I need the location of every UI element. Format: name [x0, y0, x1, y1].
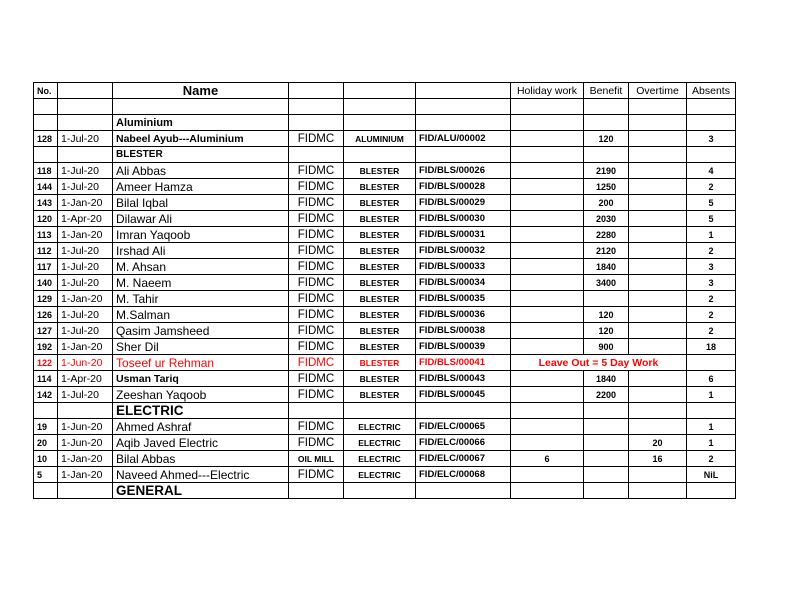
- cell-absents: [687, 147, 736, 163]
- cell-company: FIDMC: [289, 163, 344, 179]
- cell-holiday: [511, 371, 584, 387]
- cell-name: Imran Yaqoob: [113, 227, 289, 243]
- cell-absents: [687, 99, 736, 115]
- table-row: [34, 131, 736, 147]
- cell-holiday: [511, 131, 584, 147]
- cell-overtime: [629, 211, 687, 227]
- cell-absents: 5: [687, 195, 736, 211]
- cell-absents: 1: [687, 227, 736, 243]
- cell-dept: BLESTER: [344, 387, 416, 403]
- cell-absents: 3: [687, 259, 736, 275]
- cell-no: [34, 403, 58, 419]
- cell-date: [58, 115, 113, 131]
- cell-holiday: [511, 243, 584, 259]
- cell-overtime: [629, 115, 687, 131]
- header-absents: Absents: [687, 83, 736, 99]
- table-row: [34, 195, 736, 211]
- cell-dept: BLESTER: [344, 163, 416, 179]
- cell-dept: ELECTRIC: [344, 467, 416, 483]
- cell-dept: [344, 147, 416, 163]
- cell-date: 1-Jan-20: [58, 227, 113, 243]
- cell-date: 1-Jan-20: [58, 451, 113, 467]
- cell-holiday: [511, 259, 584, 275]
- table-row: [34, 227, 736, 243]
- cell-id: [416, 483, 511, 499]
- cell-overtime: [629, 179, 687, 195]
- cell-absents: 2: [687, 243, 736, 259]
- cell-date: 1-Jul-20: [58, 323, 113, 339]
- cell-benefit: 1250: [584, 179, 629, 195]
- header-name: Name: [113, 83, 289, 99]
- cell-no: 10: [34, 451, 58, 467]
- table-row: [34, 387, 736, 403]
- cell-company: FIDMC: [289, 419, 344, 435]
- cell-dept: BLESTER: [344, 243, 416, 259]
- cell-company: [289, 115, 344, 131]
- table-row: [34, 355, 736, 371]
- cell-dept: BLESTER: [344, 291, 416, 307]
- cell-name: Irshad Ali: [113, 243, 289, 259]
- cell-name: Toseef ur Rehman: [113, 355, 289, 371]
- cell-company: FIDMC: [289, 275, 344, 291]
- cell-benefit: 1840: [584, 371, 629, 387]
- cell-absents: 1: [687, 435, 736, 451]
- cell-company: FIDMC: [289, 323, 344, 339]
- cell-dept: BLESTER: [344, 275, 416, 291]
- cell-company: FIDMC: [289, 179, 344, 195]
- section-label: Aluminium: [113, 115, 289, 131]
- cell-name: Sher Dil: [113, 339, 289, 355]
- cell-no: 19: [34, 419, 58, 435]
- cell-no: 114: [34, 371, 58, 387]
- cell-date: 1-Jun-20: [58, 435, 113, 451]
- cell-company: FIDMC: [289, 259, 344, 275]
- cell-date: 1-Jul-20: [58, 243, 113, 259]
- cell-date: 1-Jun-20: [58, 355, 113, 371]
- cell-benefit: 120: [584, 307, 629, 323]
- cell-no: 142: [34, 387, 58, 403]
- cell-overtime: [629, 243, 687, 259]
- cell-benefit: [584, 419, 629, 435]
- cell-name: Ahmed Ashraf: [113, 419, 289, 435]
- cell-no: [34, 483, 58, 499]
- cell-benefit: [584, 403, 629, 419]
- cell-benefit: 1840: [584, 259, 629, 275]
- cell-date: 1-Jul-20: [58, 307, 113, 323]
- cell-absents: 3: [687, 131, 736, 147]
- cell-dept: BLESTER: [344, 195, 416, 211]
- cell-company: [289, 483, 344, 499]
- cell-id: FID/BLS/00043: [416, 371, 511, 387]
- cell-name: Naveed Ahmed---Electric: [113, 467, 289, 483]
- cell-holiday: [511, 211, 584, 227]
- section-label: ELECTRIC: [113, 403, 289, 419]
- cell-name: Zeeshan Yaqoob: [113, 387, 289, 403]
- cell-id: FID/ALU/00002: [416, 131, 511, 147]
- cell-absents: 2: [687, 451, 736, 467]
- cell-no: 140: [34, 275, 58, 291]
- cell-no: 20: [34, 435, 58, 451]
- cell-holiday: [511, 467, 584, 483]
- cell-no: [34, 147, 58, 163]
- cell-absents: [687, 355, 736, 371]
- table-row: [34, 259, 736, 275]
- cell-overtime: [629, 259, 687, 275]
- cell-holiday: [511, 275, 584, 291]
- cell-dept: BLESTER: [344, 227, 416, 243]
- cell-benefit: [584, 99, 629, 115]
- cell-overtime: [629, 131, 687, 147]
- cell-dept: ALUMINIUM: [344, 131, 416, 147]
- cell-dept: BLESTER: [344, 355, 416, 371]
- cell-id: FID/ELC/00067: [416, 451, 511, 467]
- cell-no: 127: [34, 323, 58, 339]
- cell-absents: 18: [687, 339, 736, 355]
- cell-benefit: [584, 451, 629, 467]
- cell-overtime: [629, 195, 687, 211]
- cell-id: [416, 99, 511, 115]
- cell-overtime: [629, 339, 687, 355]
- cell-absents: 2: [687, 323, 736, 339]
- cell-name: Nabeel Ayub---Aluminium: [113, 131, 289, 147]
- cell-id: FID/BLS/00029: [416, 195, 511, 211]
- section-label: BLESTER: [113, 147, 289, 163]
- cell-benefit: 120: [584, 323, 629, 339]
- table-row: [34, 419, 736, 435]
- cell-date: [58, 99, 113, 115]
- cell-absents: 1: [687, 387, 736, 403]
- header-benefit: Benefit: [584, 83, 629, 99]
- cell-company: FIDMC: [289, 467, 344, 483]
- cell-benefit: 120: [584, 131, 629, 147]
- cell-no: 129: [34, 291, 58, 307]
- cell-no: [34, 115, 58, 131]
- cell-date: 1-Jan-20: [58, 339, 113, 355]
- cell-name: Qasim Jamsheed: [113, 323, 289, 339]
- cell-id: FID/ELC/00065: [416, 419, 511, 435]
- cell-date: 1-Jan-20: [58, 467, 113, 483]
- cell-overtime: [629, 483, 687, 499]
- cell-no: 120: [34, 211, 58, 227]
- cell-id: FID/BLS/00041: [416, 355, 511, 371]
- cell-company: FIDMC: [289, 291, 344, 307]
- cell-date: 1-Jul-20: [58, 179, 113, 195]
- cell-id: FID/BLS/00031: [416, 227, 511, 243]
- cell-dept: BLESTER: [344, 339, 416, 355]
- cell-benefit: 2200: [584, 387, 629, 403]
- table-row: [34, 435, 736, 451]
- header-holiday-work: Holiday work: [511, 83, 584, 99]
- cell-date: [58, 403, 113, 419]
- cell-benefit: 900: [584, 339, 629, 355]
- cell-date: 1-Jul-20: [58, 275, 113, 291]
- cell-id: FID/ELC/00066: [416, 435, 511, 451]
- cell-absents: 1: [687, 419, 736, 435]
- cell-no: 144: [34, 179, 58, 195]
- cell-dept: BLESTER: [344, 371, 416, 387]
- table-row: [34, 291, 736, 307]
- cell-no: 126: [34, 307, 58, 323]
- cell-company: FIDMC: [289, 195, 344, 211]
- cell-benefit: [584, 435, 629, 451]
- cell-benefit: [584, 467, 629, 483]
- cell-dept: [344, 115, 416, 131]
- cell-date: [58, 147, 113, 163]
- cell-no: 113: [34, 227, 58, 243]
- attendance-table: [33, 82, 736, 499]
- header-id: [416, 83, 511, 99]
- cell-absents: 2: [687, 179, 736, 195]
- cell-holiday: [511, 147, 584, 163]
- cell-id: FID/BLS/00035: [416, 291, 511, 307]
- cell-no: 128: [34, 131, 58, 147]
- table-row: [34, 243, 736, 259]
- table-row: [34, 179, 736, 195]
- cell-overtime: [629, 147, 687, 163]
- cell-holiday: [511, 323, 584, 339]
- table-row: [34, 163, 736, 179]
- cell-holiday: [511, 195, 584, 211]
- cell-no: 117: [34, 259, 58, 275]
- cell-overtime: [629, 387, 687, 403]
- cell-dept: [344, 99, 416, 115]
- cell-id: [416, 147, 511, 163]
- cell-date: 1-Jul-20: [58, 259, 113, 275]
- cell-company: FIDMC: [289, 131, 344, 147]
- cell-absents: [687, 403, 736, 419]
- cell-absents: [687, 115, 736, 131]
- table-row: [34, 211, 736, 227]
- cell-holiday: [511, 419, 584, 435]
- cell-no: 5: [34, 467, 58, 483]
- cell-absents: 2: [687, 291, 736, 307]
- cell-note: Leave Out = 5 Day Work: [511, 355, 687, 371]
- cell-holiday: [511, 387, 584, 403]
- cell-name: M. Tahir: [113, 291, 289, 307]
- cell-absents: NiL: [687, 467, 736, 483]
- cell-dept: BLESTER: [344, 323, 416, 339]
- cell-benefit: [584, 483, 629, 499]
- cell-holiday: [511, 339, 584, 355]
- cell-overtime: [629, 163, 687, 179]
- cell-id: FID/BLS/00039: [416, 339, 511, 355]
- section-row: [34, 403, 736, 419]
- cell-no: 122: [34, 355, 58, 371]
- cell-holiday: [511, 99, 584, 115]
- cell-holiday: [511, 163, 584, 179]
- cell-absents: [687, 483, 736, 499]
- table-row: [34, 307, 736, 323]
- section-row: [34, 483, 736, 499]
- cell-date: 1-Jul-20: [58, 163, 113, 179]
- cell-dept: ELECTRIC: [344, 451, 416, 467]
- cell-dept: BLESTER: [344, 307, 416, 323]
- cell-name: Ali Abbas: [113, 163, 289, 179]
- cell-name: [113, 99, 289, 115]
- cell-absents: 2: [687, 307, 736, 323]
- cell-date: 1-Jul-20: [58, 131, 113, 147]
- cell-id: FID/BLS/00028: [416, 179, 511, 195]
- empty-row: [34, 99, 736, 115]
- cell-name: Aqib Javed Electric: [113, 435, 289, 451]
- cell-holiday: [511, 179, 584, 195]
- header-no: No.: [34, 83, 58, 99]
- cell-id: [416, 403, 511, 419]
- section-row: [34, 147, 736, 163]
- cell-absents: 5: [687, 211, 736, 227]
- header-company: [289, 83, 344, 99]
- cell-benefit: 3400: [584, 275, 629, 291]
- cell-holiday: [511, 115, 584, 131]
- header-row: [34, 83, 736, 99]
- table-row: [34, 339, 736, 355]
- cell-company: FIDMC: [289, 227, 344, 243]
- cell-benefit: [584, 291, 629, 307]
- cell-name: Ameer Hamza: [113, 179, 289, 195]
- section-row: [34, 115, 736, 131]
- cell-company: FIDMC: [289, 211, 344, 227]
- cell-benefit: 2120: [584, 243, 629, 259]
- cell-company: FIDMC: [289, 371, 344, 387]
- header-dept: [344, 83, 416, 99]
- cell-dept: BLESTER: [344, 259, 416, 275]
- cell-overtime: 20: [629, 435, 687, 451]
- cell-holiday: [511, 291, 584, 307]
- cell-no: [34, 99, 58, 115]
- cell-no: 143: [34, 195, 58, 211]
- cell-dept: ELECTRIC: [344, 419, 416, 435]
- cell-id: [416, 115, 511, 131]
- table-row: [34, 467, 736, 483]
- cell-date: 1-Apr-20: [58, 211, 113, 227]
- cell-name: M. Naeem: [113, 275, 289, 291]
- cell-overtime: 16: [629, 451, 687, 467]
- cell-no: 112: [34, 243, 58, 259]
- cell-overtime: [629, 275, 687, 291]
- cell-id: FID/BLS/00030: [416, 211, 511, 227]
- cell-no: 118: [34, 163, 58, 179]
- cell-overtime: [629, 323, 687, 339]
- header-overtime: Overtime: [629, 83, 687, 99]
- sheet-body: [34, 99, 736, 499]
- cell-name: Usman Tariq: [113, 371, 289, 387]
- cell-holiday: 6: [511, 451, 584, 467]
- cell-id: FID/BLS/00033: [416, 259, 511, 275]
- cell-id: FID/BLS/00036: [416, 307, 511, 323]
- cell-dept: [344, 403, 416, 419]
- table-row: [34, 323, 736, 339]
- cell-date: 1-Jul-20: [58, 387, 113, 403]
- cell-benefit: 200: [584, 195, 629, 211]
- cell-absents: 4: [687, 163, 736, 179]
- cell-id: FID/BLS/00032: [416, 243, 511, 259]
- cell-company: [289, 99, 344, 115]
- cell-id: FID/ELC/00068: [416, 467, 511, 483]
- cell-holiday: [511, 227, 584, 243]
- cell-dept: [344, 483, 416, 499]
- cell-date: 1-Jan-20: [58, 291, 113, 307]
- cell-id: FID/BLS/00034: [416, 275, 511, 291]
- cell-overtime: [629, 291, 687, 307]
- cell-holiday: [511, 435, 584, 451]
- header-date: [58, 83, 113, 99]
- cell-date: 1-Jun-20: [58, 419, 113, 435]
- cell-holiday: [511, 483, 584, 499]
- cell-company: FIDMC: [289, 339, 344, 355]
- cell-date: 1-Jan-20: [58, 195, 113, 211]
- cell-date: [58, 483, 113, 499]
- cell-overtime: [629, 227, 687, 243]
- cell-name: Dilawar Ali: [113, 211, 289, 227]
- cell-name: M. Ahsan: [113, 259, 289, 275]
- cell-company: FIDMC: [289, 307, 344, 323]
- cell-company: [289, 147, 344, 163]
- cell-name: M.Salman: [113, 307, 289, 323]
- cell-benefit: 2280: [584, 227, 629, 243]
- cell-benefit: 2030: [584, 211, 629, 227]
- cell-id: FID/BLS/00026: [416, 163, 511, 179]
- cell-company: FIDMC: [289, 243, 344, 259]
- cell-company: [289, 403, 344, 419]
- cell-id: FID/BLS/00038: [416, 323, 511, 339]
- attendance-sheet: [33, 82, 736, 499]
- cell-benefit: [584, 115, 629, 131]
- cell-company: FIDMC: [289, 387, 344, 403]
- cell-dept: ELECTRIC: [344, 435, 416, 451]
- cell-company: FIDMC: [289, 355, 344, 371]
- section-label: GENERAL: [113, 483, 289, 499]
- cell-holiday: [511, 403, 584, 419]
- cell-overtime: [629, 307, 687, 323]
- cell-overtime: [629, 371, 687, 387]
- cell-dept: BLESTER: [344, 179, 416, 195]
- cell-benefit: 2190: [584, 163, 629, 179]
- cell-overtime: [629, 467, 687, 483]
- table-row: [34, 451, 736, 467]
- cell-company: FIDMC: [289, 435, 344, 451]
- cell-holiday: [511, 307, 584, 323]
- cell-benefit: [584, 147, 629, 163]
- cell-overtime: [629, 99, 687, 115]
- cell-overtime: [629, 419, 687, 435]
- cell-company: OIL MILL: [289, 451, 344, 467]
- table-row: [34, 371, 736, 387]
- table-row: [34, 275, 736, 291]
- cell-absents: 6: [687, 371, 736, 387]
- cell-date: 1-Apr-20: [58, 371, 113, 387]
- cell-name: Bilal Iqbal: [113, 195, 289, 211]
- cell-id: FID/BLS/00045: [416, 387, 511, 403]
- cell-dept: BLESTER: [344, 211, 416, 227]
- cell-name: Bilal Abbas: [113, 451, 289, 467]
- cell-no: 192: [34, 339, 58, 355]
- cell-absents: 3: [687, 275, 736, 291]
- cell-overtime: [629, 403, 687, 419]
